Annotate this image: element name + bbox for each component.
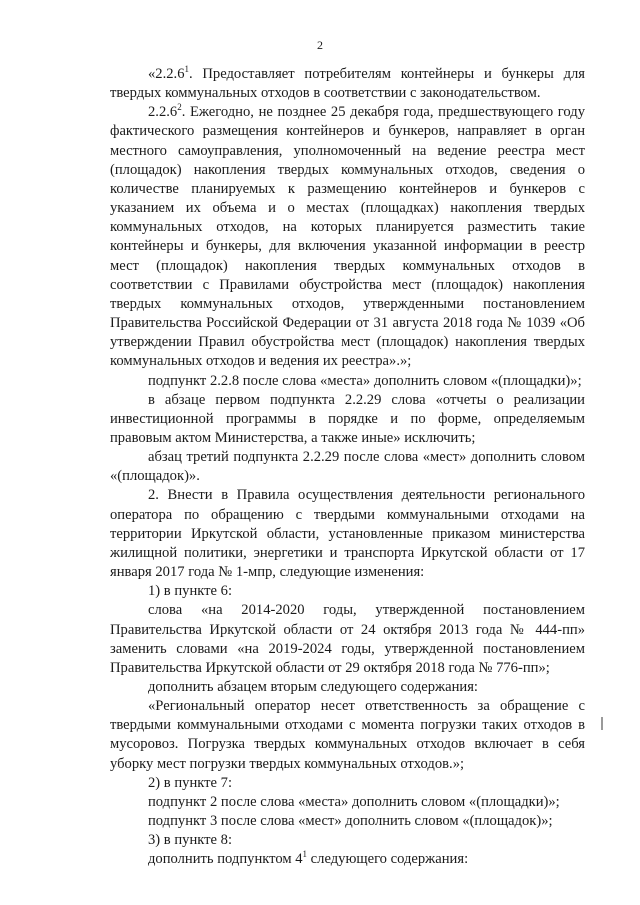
paragraph: слова «на 2014-2020 годы, утвержденной постановлением Правительства Иркутской области от 24 октября 2013 года № 444-пп» заменить словами «на 2019-2024 годы, утвержденной постановлением Правительства Иркутской области от 29 октября 2018 года № 776-пп»;: [110, 602, 585, 676]
paragraph: 1) в пункте 6:: [148, 583, 233, 600]
paragraph: «2.2.6$^1$. Предоставляет потребителям контейнеры и бункеры для твердых коммунальных отходов в соответствии с законодательством.: [110, 64, 585, 102]
paragraph: подпункт 2.2.8 после слова «места» дополнить словом «(площадки)»;: [148, 372, 582, 389]
paragraph: 2.2.6$^2$. Ежегодно, не позднее 25 декабря года, предшествующего году фактического размещения контейнеров и бункеров, направляет в орган местного самоуправления, уполномоченный на ведение реестра мест (площадок) накопления твердых коммунальных отходов, сведения о количестве планируемых к размещению контейнеров и бункеров с указанием их объема и о местах (площадках) накопления твердых коммунальных отходов, на которых планируется разместить такие контейнеры и бункеры, для включения указанной информации в реестр мест (площадок) накопления твердых коммунальных отходов в соответствии с Правилами обустройства мест (площадок) накопления твердых коммунальных отходов, утвержденными постановлением Правительства Российской Федерации от 31 августа 2018 года № 1039 «Об утверждении Правил обустройства мест (площадок) накопления твердых коммунальных отходов и ведения их реестра».»;: [110, 102, 585, 370]
page-number: 2: [317, 38, 323, 52]
document-body: [110, 65, 585, 870]
margin-mark: [601, 717, 603, 730]
paragraph: «Региональный оператор несет ответственность за обращение с твердыми коммунальными отходами с момента погрузки таких отходов в мусоровоз. Погрузка твердых коммунальных отходов включает в себя уборку мест погрузки твердых коммунальных отходов.»;: [110, 698, 585, 772]
paragraph: подпункт 3 после слова «мест» дополнить словом «(площадок)»;: [148, 813, 553, 830]
paragraph: 2) в пункте 7:: [148, 774, 233, 791]
paragraph: дополнить подпунктом $4^1$ следующего содержания:: [148, 849, 469, 868]
paragraph: 2. Внести в Правила осуществления деятельности регионального оператора по обращению с твердыми коммунальными отходами на территории Иркутской области, установленные приказом министерства жилищной политики, энергетики и транспорта Иркутской области от 17 января 2017 года № 1-мпр, следующие изменения:: [110, 487, 585, 581]
paragraph: подпункт 2 после слова «места» дополнить словом «(площадки)»;: [148, 793, 560, 810]
paragraph: абзац третий подпункта 2.2.29 после слова «мест» дополнить словом «(площадок)».: [110, 449, 585, 485]
paragraph: в абзаце первом подпункта 2.2.29 слова «отчеты о реализации инвестиционной программы в порядке и по форме, определяемым правовым актом Министерства, а также иные» исключить;: [110, 391, 585, 446]
paragraph: дополнить абзацем вторым следующего содержания:: [148, 679, 478, 695]
paragraph: 3) в пункте 8:: [148, 832, 233, 849]
